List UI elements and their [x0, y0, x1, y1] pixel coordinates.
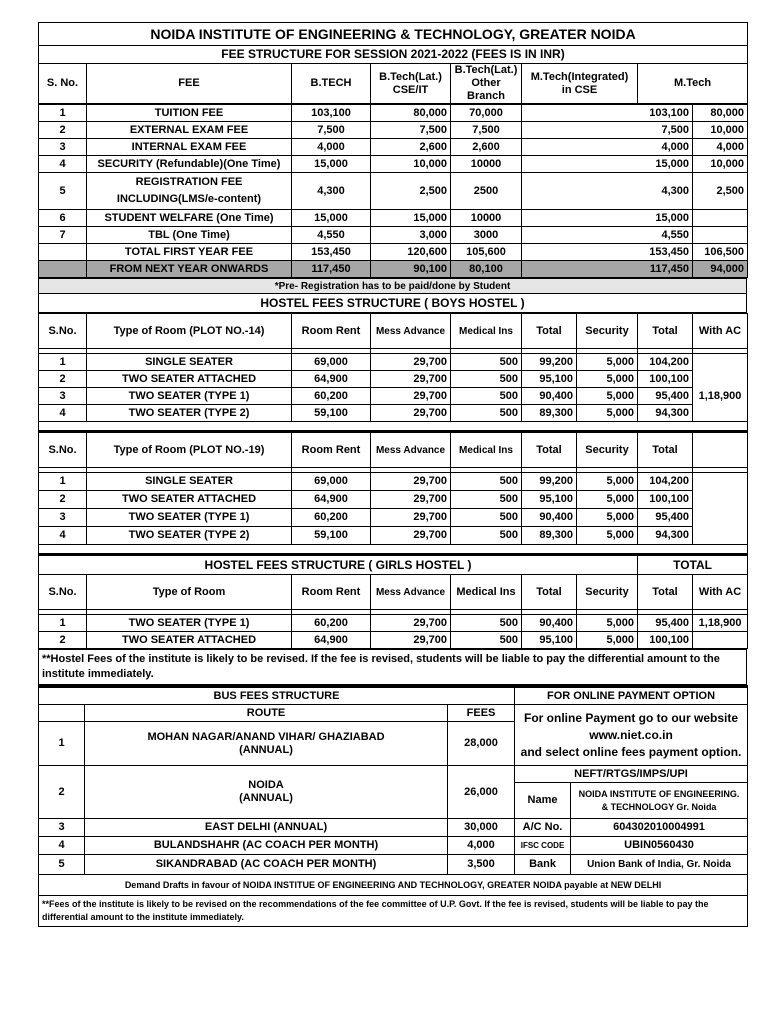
col-mtech: M.Tech	[638, 64, 748, 104]
hostel-cell: TWO SEATER (TYPE 1)	[87, 509, 292, 527]
hostel-cell: 500	[451, 388, 522, 405]
hostel-warning-table	[38, 649, 747, 685]
hostel-cell: 60,200	[292, 388, 371, 405]
fee-sno: 1	[39, 105, 87, 122]
girls-cell: 64,900	[292, 632, 371, 649]
fee-btech-lat-cse: 2,600	[371, 139, 451, 156]
hostel-cell: 69,000	[292, 354, 371, 371]
hostel-cell: 99,200	[522, 354, 577, 371]
bus-route: BULANDSHAHR (AC COACH PER MONTH)	[85, 837, 448, 855]
fee-btech-lat-other: 80,100	[451, 261, 522, 278]
hostel-row	[39, 405, 748, 422]
girls-cell: 60,200	[292, 615, 371, 632]
fee-sno: 5	[39, 173, 87, 210]
hostel-cell: 99,200	[522, 473, 577, 491]
girls-cell: 29,700	[371, 632, 451, 649]
girls-cell: 100,100	[638, 632, 693, 649]
fee-btech-lat-cse: 10,000	[371, 156, 451, 173]
hostel-col: S.No.	[39, 432, 87, 468]
fee-name: TBL (One Time)	[87, 227, 292, 244]
hostel-cell: 29,700	[371, 405, 451, 422]
hostel-row	[39, 473, 748, 491]
girls-hostel-table	[38, 545, 748, 649]
bus-sno: 1	[39, 722, 85, 766]
girls-cell: 95,400	[638, 615, 693, 632]
hostel-cell: 5,000	[577, 388, 638, 405]
hostel-col: Total	[638, 432, 693, 468]
fee-mtech	[693, 227, 748, 244]
fee-btech-lat-cse: 15,000	[371, 210, 451, 227]
girls-cell	[693, 632, 748, 649]
fee-note-table	[38, 278, 747, 313]
fee-sno: 3	[39, 139, 87, 156]
hostel-revision-warning: **Hostel Fees of the institute is likely to be revised. If the fee is revised, students will be liable to pay the differential amount to the institute immediately.	[39, 650, 747, 685]
boys-hostel-title: HOSTEL FEES STRUCTURE ( BOYS HOSTEL )	[39, 294, 747, 313]
girls-hostel-title: HOSTEL FEES STRUCTURE ( GIRLS HOSTEL )	[39, 555, 638, 575]
girls-cell: 500	[451, 615, 522, 632]
fee-mtech: 106,500	[693, 244, 748, 261]
fee-row	[39, 210, 748, 227]
bus-fee: 4,000	[448, 837, 515, 855]
online-payment-title: FOR ONLINE PAYMENT OPTION	[515, 687, 748, 705]
fee-row	[39, 139, 748, 156]
hostel-cell: 29,700	[371, 527, 451, 545]
hostel-cell: 29,700	[371, 473, 451, 491]
fee-sno	[39, 261, 87, 278]
hostel-cell: 2	[39, 491, 87, 509]
hostel-cell: 29,700	[371, 388, 451, 405]
online-payment-info	[515, 705, 748, 766]
girls-cell: 29,700	[371, 615, 451, 632]
ac-label: A/C No.	[515, 819, 571, 837]
fee-btech: 15,000	[292, 210, 371, 227]
fee-btech-lat-cse: 80,000	[371, 105, 451, 122]
hostel-col: Mess Advance	[371, 314, 451, 349]
hostel-row	[39, 491, 748, 509]
fee-name: INTERNAL EXAM FEE	[87, 139, 292, 156]
hostel-cell: 100,100	[638, 371, 693, 388]
hostel-cell: 500	[451, 371, 522, 388]
hostel-cell: 69,000	[292, 473, 371, 491]
hostel-cell: 95,400	[638, 388, 693, 405]
fee-rows-table	[38, 104, 748, 278]
girls-col: Security	[577, 575, 638, 610]
hostel-col: Security	[577, 314, 638, 349]
ac-number: 604302010004991	[571, 819, 748, 837]
girls-cell: TWO SEATER (TYPE 1)	[87, 615, 292, 632]
hostel-cell: TWO SEATER (TYPE 1)	[87, 388, 292, 405]
girls-cell: 90,400	[522, 615, 577, 632]
fee-btech-lat-other: 70,000	[451, 105, 522, 122]
hostel-cell: 5,000	[577, 527, 638, 545]
hostel-cell: 29,700	[371, 509, 451, 527]
with-ac-cell: 1,18,900	[693, 354, 748, 422]
hostel-cell: 500	[451, 527, 522, 545]
hostel-cell: 90,400	[522, 388, 577, 405]
fees-header: FEES	[448, 705, 515, 722]
bus-sno: 4	[39, 837, 85, 855]
online-line-1: For online Payment go to our website	[524, 710, 739, 725]
hostel-row	[39, 371, 748, 388]
fee-btech-lat-other: 2500	[451, 173, 522, 210]
hostel-cell: 89,300	[522, 527, 577, 545]
fee-mtech: 4,000	[693, 139, 748, 156]
girls-col: Mess Advance	[371, 575, 451, 610]
fee-btech-lat-cse: 2,500	[371, 173, 451, 210]
account-name: NOIDA INSTITUTE OF ENGINEERING. & TECHNOLOGY Gr. Noida	[571, 783, 748, 819]
hostel-col: Total	[638, 314, 693, 349]
boys-hostel-plot19-table	[38, 422, 748, 545]
hostel-cell: SINGLE SEATER	[87, 473, 292, 491]
girls-total-label: TOTAL	[638, 555, 748, 575]
fee-btech: 4,000	[292, 139, 371, 156]
fee-btech: 7,500	[292, 122, 371, 139]
fee-mtech-integrated: 15,000	[522, 156, 693, 173]
hostel-col: Total	[522, 432, 577, 468]
hostel-cell: 5,000	[577, 354, 638, 371]
girls-col: Room Rent	[292, 575, 371, 610]
fee-btech: 15,000	[292, 156, 371, 173]
ifsc-code: UBIN0560430	[571, 837, 748, 855]
hostel-cell: 104,200	[638, 473, 693, 491]
col-btech-lat-cse: B.Tech(Lat.) CSE/IT	[371, 64, 451, 104]
fee-name: REGISTRATION FEE INCLUDING(LMS/e-content)	[87, 173, 292, 210]
fee-btech: 103,100	[292, 105, 371, 122]
hostel-cell: TWO SEATER ATTACHED	[87, 371, 292, 388]
fee-btech-lat-other: 3000	[451, 227, 522, 244]
hostel-cell: 29,700	[371, 491, 451, 509]
hostel-col: Medical Ins	[451, 314, 522, 349]
bus-fee: 30,000	[448, 819, 515, 837]
girls-col: S.No.	[39, 575, 87, 610]
fee-btech-lat-other: 105,600	[451, 244, 522, 261]
fee-mtech-integrated: 4,550	[522, 227, 693, 244]
hostel-cell: 4	[39, 405, 87, 422]
girls-cell: 1,18,900	[693, 615, 748, 632]
girls-cell: TWO SEATER ATTACHED	[87, 632, 292, 649]
hostel-col: Room Rent	[292, 314, 371, 349]
bus-route: MOHAN NAGAR/ANAND VIHAR/ GHAZIABAD (ANNUAL)	[85, 722, 448, 766]
bank-label: Bank	[515, 855, 571, 875]
fee-sno: 2	[39, 122, 87, 139]
fee-revision-note: **Fees of the institute is likely to be revised on the recommendations of the fee committee of U.P. Govt. If the fee is revised, students will be liable to pay the differential amount to the institute immediately.	[39, 896, 748, 927]
col-btech-lat-other: B.Tech(Lat.) Other Branch	[451, 64, 522, 104]
hostel-cell: 500	[451, 509, 522, 527]
girls-col: Medical Ins	[451, 575, 522, 610]
fee-btech-lat-other: 7,500	[451, 122, 522, 139]
hostel-col-blank	[693, 432, 748, 468]
hostel-row	[39, 509, 748, 527]
fee-row	[39, 261, 748, 278]
hostel-cell: 64,900	[292, 371, 371, 388]
fee-sno: 6	[39, 210, 87, 227]
hostel-col: Medical Ins	[451, 432, 522, 468]
hostel-col: With AC	[693, 314, 748, 349]
hostel-col: S.No.	[39, 314, 87, 349]
girls-col: Total	[638, 575, 693, 610]
fee-sno: 7	[39, 227, 87, 244]
online-line-3: and select online fees payment option.	[520, 744, 742, 759]
hostel-cell: 3	[39, 509, 87, 527]
with-ac-blank	[693, 473, 748, 545]
fee-name: STUDENT WELFARE (One Time)	[87, 210, 292, 227]
hostel-col: Total	[522, 314, 577, 349]
hostel-cell: 64,900	[292, 491, 371, 509]
hostel-cell: TWO SEATER (TYPE 2)	[87, 527, 292, 545]
col-btech: B.TECH	[292, 64, 371, 104]
fee-mtech: 2,500	[693, 173, 748, 210]
hostel-cell: 4	[39, 527, 87, 545]
hostel-cell: 89,300	[522, 405, 577, 422]
bus-route: SIKANDRABAD (AC COACH PER MONTH)	[85, 855, 448, 875]
col-sno: S. No.	[39, 64, 87, 104]
girls-cell: 95,100	[522, 632, 577, 649]
session-title: FEE STRUCTURE FOR SESSION 2021-2022 (FEES IS IN INR)	[39, 46, 748, 64]
hostel-col: Security	[577, 432, 638, 468]
hostel-cell: 5,000	[577, 509, 638, 527]
fee-btech-lat-cse: 120,600	[371, 244, 451, 261]
fee-mtech-integrated: 4,000	[522, 139, 693, 156]
hostel-col: Mess Advance	[371, 432, 451, 468]
hostel-row	[39, 388, 748, 405]
girls-row	[39, 615, 748, 632]
fee-row	[39, 227, 748, 244]
hostel-cell: 1	[39, 354, 87, 371]
fee-mtech: 10,000	[693, 156, 748, 173]
hostel-cell: 60,200	[292, 509, 371, 527]
bus-fee: 26,000	[448, 766, 515, 819]
hostel-cell: 2	[39, 371, 87, 388]
fee-name: SECURITY (Refundable)(One Time)	[87, 156, 292, 173]
hostel-cell: 29,700	[371, 354, 451, 371]
fee-mtech: 80,000	[693, 105, 748, 122]
fee-document	[38, 22, 747, 927]
fee-name: TUITION FEE	[87, 105, 292, 122]
bus-fees-table	[38, 685, 748, 927]
hostel-cell: 95,100	[522, 371, 577, 388]
hostel-cell: TWO SEATER (TYPE 2)	[87, 405, 292, 422]
fee-row	[39, 244, 748, 261]
girls-col: With AC	[693, 575, 748, 610]
girls-cell: 5,000	[577, 615, 638, 632]
hostel-cell: 94,300	[638, 405, 693, 422]
pre-registration-note: *Pre- Registration has to be paid/done by Student	[39, 279, 747, 294]
hostel-row	[39, 354, 748, 371]
fee-name: TOTAL FIRST YEAR FEE	[87, 244, 292, 261]
girls-col: Total	[522, 575, 577, 610]
hostel-cell: 500	[451, 473, 522, 491]
bus-route: EAST DELHI (ANNUAL)	[85, 819, 448, 837]
fee-btech-lat-other: 10000	[451, 156, 522, 173]
fee-btech-lat-cse: 3,000	[371, 227, 451, 244]
neft-title: NEFT/RTGS/IMPS/UPI	[515, 766, 748, 783]
bus-route: NOIDA (ANNUAL)	[85, 766, 448, 819]
girls-col: Type of Room	[87, 575, 292, 610]
fee-mtech-integrated: 103,100	[522, 105, 693, 122]
hostel-cell: 5,000	[577, 491, 638, 509]
route-header: ROUTE	[85, 705, 448, 722]
bus-fee: 28,000	[448, 722, 515, 766]
fee-row	[39, 122, 748, 139]
fee-name: EXTERNAL EXAM FEE	[87, 122, 292, 139]
hostel-cell: 95,400	[638, 509, 693, 527]
fee-row	[39, 173, 748, 210]
fee-mtech-integrated: 153,450	[522, 244, 693, 261]
girls-cell: 5,000	[577, 632, 638, 649]
hostel-row	[39, 527, 748, 545]
institute-title: NOIDA INSTITUTE OF ENGINEERING & TECHNOLOGY, GREATER NOIDA	[39, 23, 748, 46]
girls-row	[39, 632, 748, 649]
fee-sno: 4	[39, 156, 87, 173]
fee-btech: 4,550	[292, 227, 371, 244]
fee-name: FROM NEXT YEAR ONWARDS	[87, 261, 292, 278]
hostel-cell: 100,100	[638, 491, 693, 509]
bank-name: Union Bank of India, Gr. Noida	[571, 855, 748, 875]
hostel-cell: 104,200	[638, 354, 693, 371]
bus-sno: 5	[39, 855, 85, 875]
fee-sno	[39, 244, 87, 261]
hostel-col: Type of Room (PLOT NO.-14)	[87, 314, 292, 349]
fee-row	[39, 105, 748, 122]
hostel-cell: 5,000	[577, 405, 638, 422]
hostel-cell: 500	[451, 354, 522, 371]
fee-btech: 153,450	[292, 244, 371, 261]
hostel-cell: 5,000	[577, 473, 638, 491]
fee-btech-lat-other: 10000	[451, 210, 522, 227]
hostel-header-row	[39, 314, 748, 349]
girls-cell: 500	[451, 632, 522, 649]
hostel-header-row	[39, 432, 748, 468]
bus-fees-title: BUS FEES STRUCTURE	[39, 687, 515, 705]
bus-sno: 2	[39, 766, 85, 819]
hostel-cell: 1	[39, 473, 87, 491]
hostel-cell: 500	[451, 405, 522, 422]
fee-btech: 4,300	[292, 173, 371, 210]
hostel-cell: SINGLE SEATER	[87, 354, 292, 371]
demand-draft-note: Demand Drafts in favour of NOIDA INSTITUE OF ENGINEERING AND TECHNOLOGY, GREATER NOIDA payable at NEW DELHI	[39, 875, 748, 896]
fee-row	[39, 156, 748, 173]
hostel-col: Room Rent	[292, 432, 371, 468]
hostel-cell: 90,400	[522, 509, 577, 527]
col-fee: FEE	[87, 64, 292, 104]
ifsc-label: IFSC CODE	[515, 837, 571, 855]
website-link[interactable]: www.niet.co.in	[589, 727, 673, 742]
fee-mtech-integrated: 117,450	[522, 261, 693, 278]
fee-mtech-integrated: 4,300	[522, 173, 693, 210]
bus-fee: 3,500	[448, 855, 515, 875]
fee-mtech-integrated: 7,500	[522, 122, 693, 139]
hostel-cell: 500	[451, 491, 522, 509]
girls-cell: 2	[39, 632, 87, 649]
hostel-cell: 95,100	[522, 491, 577, 509]
fee-btech-lat-cse: 90,100	[371, 261, 451, 278]
fee-header-row	[39, 64, 748, 104]
hostel-cell: 59,100	[292, 527, 371, 545]
fee-structure-table	[38, 22, 748, 104]
girls-header-row	[39, 575, 748, 610]
fee-mtech: 94,000	[693, 261, 748, 278]
hostel-cell: TWO SEATER ATTACHED	[87, 491, 292, 509]
hostel-cell: 94,300	[638, 527, 693, 545]
col-mtech-integrated: M.Tech(Integrated) in CSE	[522, 64, 638, 104]
name-label: Name	[515, 783, 571, 819]
girls-cell: 1	[39, 615, 87, 632]
hostel-cell: 5,000	[577, 371, 638, 388]
boys-hostel-plot14-table	[38, 313, 748, 422]
fee-btech: 117,450	[292, 261, 371, 278]
hostel-cell: 3	[39, 388, 87, 405]
bus-sno: 3	[39, 819, 85, 837]
fee-mtech	[693, 210, 748, 227]
fee-mtech-integrated: 15,000	[522, 210, 693, 227]
hostel-cell: 59,100	[292, 405, 371, 422]
hostel-col: Type of Room (PLOT NO.-19)	[87, 432, 292, 468]
fee-mtech: 10,000	[693, 122, 748, 139]
hostel-cell: 29,700	[371, 371, 451, 388]
fee-btech-lat-cse: 7,500	[371, 122, 451, 139]
fee-btech-lat-other: 2,600	[451, 139, 522, 156]
